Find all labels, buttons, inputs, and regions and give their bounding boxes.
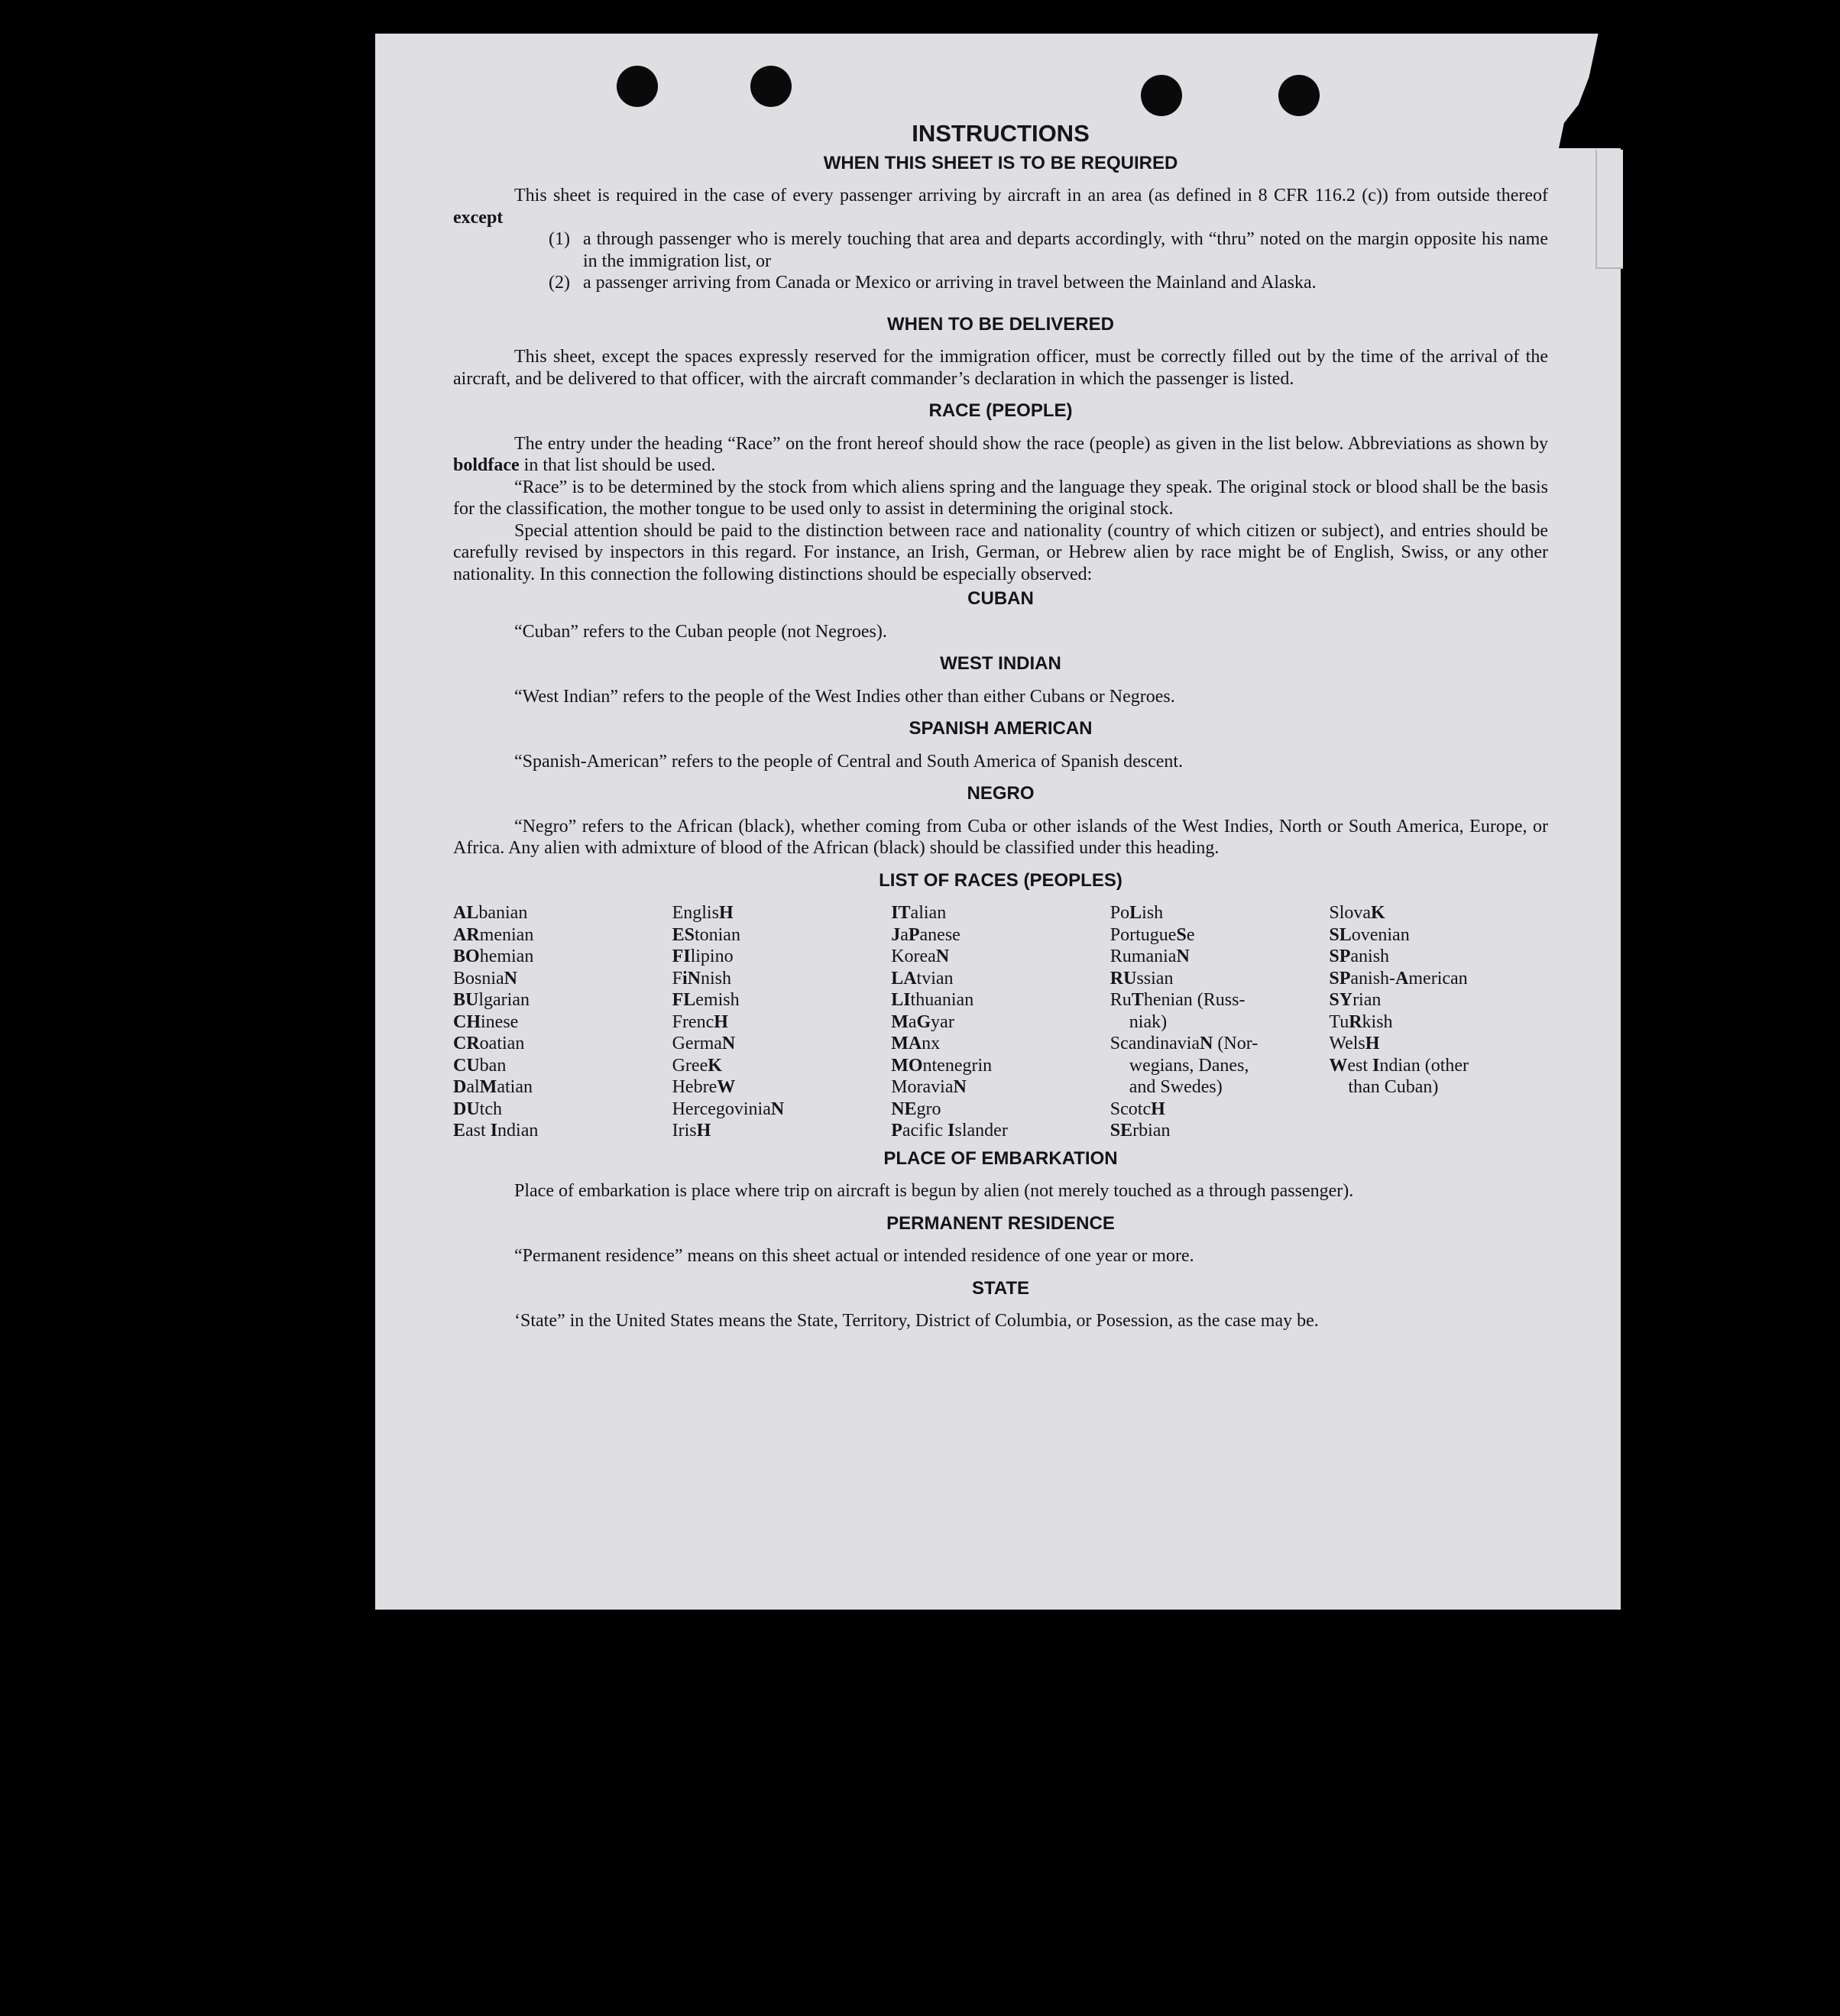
race-abbrev: I <box>1372 1055 1380 1076</box>
punch-hole <box>1278 75 1320 116</box>
race-entry <box>1329 1076 1548 1099</box>
race-abbrev: P <box>891 1121 902 1141</box>
race-text: lgarian <box>478 990 530 1010</box>
race-entry <box>453 1076 672 1099</box>
race-text: niak) <box>1129 1011 1168 1032</box>
race-abbrev: N <box>504 968 518 989</box>
heading-cuban: CUBAN <box>967 588 1034 609</box>
race-entry <box>1110 1033 1330 1055</box>
instructions-text <box>453 118 1548 1332</box>
race-text: anish- <box>1350 968 1396 989</box>
race-abbrev: iN <box>682 968 701 989</box>
paragraph-residence: “Permanent residence” means on this sheet actual or intended residence of one year or more. <box>514 1246 1194 1266</box>
race-text: Germa <box>672 1034 722 1053</box>
race-abbrev: ES <box>672 924 695 945</box>
race-entry <box>1329 989 1548 1011</box>
races-column <box>891 902 1110 1142</box>
race-entry <box>453 1033 672 1055</box>
heading-residence: PERMANENT RESIDENCE <box>886 1212 1115 1234</box>
race-entry <box>672 1099 892 1121</box>
race-abbrev: FI <box>672 947 691 966</box>
page-title: INSTRUCTIONS <box>912 120 1090 147</box>
race-text: alian <box>910 903 947 923</box>
item-number: (2) <box>549 273 570 293</box>
text: The entry under the heading “Race” on the front hereof should show the race (people) as given in the list below. Abbreviations as shown by <box>514 433 1548 454</box>
text: boldface <box>453 455 520 475</box>
race-entry <box>891 1120 1110 1142</box>
race-abbrev: N <box>953 1077 967 1097</box>
race-text: menian <box>479 924 534 945</box>
race-text: kish <box>1362 1011 1393 1032</box>
paragraph-state: ‘State” in the United States means the State, Territory, District of Columbia, or Posession, as the case may be. <box>514 1311 1319 1331</box>
race-text: a <box>908 1011 917 1032</box>
race-entry <box>1329 924 1548 947</box>
race-abbrev: E <box>453 1121 466 1141</box>
punch-hole <box>617 66 658 107</box>
race-text: Hebre <box>672 1077 718 1097</box>
race-abbrev: AL <box>453 903 479 923</box>
race-entry <box>672 989 892 1011</box>
race-abbrev: N <box>770 1099 785 1119</box>
race-text: Slova <box>1329 903 1372 923</box>
text: in that list should be used. <box>523 455 716 475</box>
race-abbrev: CU <box>453 1055 480 1076</box>
race-text: thuanian <box>910 990 974 1010</box>
race-entry <box>672 1033 892 1055</box>
race-abbrev: N <box>721 1034 736 1053</box>
heading-embarkation: PLACE OF EMBARKATION <box>883 1147 1118 1169</box>
race-entry <box>672 902 892 924</box>
race-entry <box>891 902 1110 924</box>
race-text: wegians, Danes, <box>1129 1055 1249 1076</box>
race-entry <box>1110 1099 1330 1121</box>
race-entry <box>891 989 1110 1011</box>
race-text: Po <box>1110 903 1130 923</box>
race-abbrev: P <box>908 924 920 945</box>
race-text: ssian <box>1136 968 1174 989</box>
race-text: ish <box>1142 903 1164 923</box>
race-abbrev: K <box>1371 903 1385 923</box>
race-text: tvian <box>916 968 954 989</box>
race-text: oatian <box>479 1034 525 1053</box>
race-abbrev: BO <box>453 947 480 966</box>
race-entry <box>672 1055 892 1077</box>
race-text: Scandinavia <box>1110 1034 1200 1053</box>
race-text: Iris <box>672 1121 697 1141</box>
race-abbrev: MA <box>891 1034 922 1053</box>
race-abbrev: H <box>1365 1034 1380 1053</box>
races-column <box>672 902 892 1142</box>
race-entry <box>453 968 672 990</box>
race-abbrev: CR <box>453 1034 480 1053</box>
race-entry <box>1329 1055 1548 1077</box>
race-text: Scotc <box>1110 1099 1152 1119</box>
race-abbrev: NE <box>891 1099 917 1119</box>
race-entry <box>1329 902 1548 924</box>
race-abbrev: LI <box>891 990 911 1010</box>
race-abbrev: H <box>714 1011 728 1032</box>
heading-required: WHEN THIS SHEET IS TO BE REQUIRED <box>823 152 1178 173</box>
race-text: rbian <box>1132 1121 1171 1141</box>
race-entry <box>672 924 892 947</box>
race-text: Frenc <box>672 1011 714 1032</box>
paragraph-required <box>453 185 1548 228</box>
race-entry <box>891 946 1110 968</box>
race-text: Moravia <box>891 1077 954 1097</box>
race-entry <box>453 1055 672 1077</box>
race-entry <box>672 1120 892 1142</box>
race-text: al <box>466 1077 480 1097</box>
race-abbrev: H <box>696 1121 711 1141</box>
race-text: nish <box>700 968 731 989</box>
race-text: inese <box>481 1011 519 1032</box>
race-entry <box>453 902 672 924</box>
race-entry <box>891 1076 1110 1099</box>
race-text: slander <box>954 1121 1008 1141</box>
item-text: a through passenger who is merely touching that area and departs accordingly, with “thru” noted on the margin opposite his name in the immigration list, or <box>583 229 1548 271</box>
race-abbrev: W <box>1329 1055 1348 1076</box>
paragraph-negro: “Negro” refers to the African (black), whether coming from Cuba or other islands of the West Indies, North or South America, Europe, or Africa. Any alien with admixture of blood of the African (black) should be classified under this heading. <box>453 816 1548 858</box>
heading-race: RACE (PEOPLE) <box>928 400 1073 421</box>
race-abbrev: D <box>453 1077 467 1097</box>
race-text: Englis <box>672 903 719 923</box>
race-text: Gree <box>672 1055 708 1076</box>
heading-list-of-races: LIST OF RACES (PEOPLES) <box>879 869 1122 891</box>
race-abbrev: M <box>891 1011 909 1032</box>
race-abbrev: SP <box>1329 968 1351 989</box>
race-text: Portugue <box>1110 924 1177 945</box>
race-abbrev: FL <box>672 990 696 1010</box>
race-entry <box>1329 1033 1548 1055</box>
race-abbrev: RU <box>1110 968 1137 989</box>
race-entry <box>891 1033 1110 1055</box>
races-column <box>453 902 672 1142</box>
race-text: ast <box>465 1121 491 1141</box>
race-abbrev: H <box>718 903 734 923</box>
race-abbrev: I <box>948 1121 955 1141</box>
race-entry <box>1110 924 1330 947</box>
race-text: anese <box>919 924 960 945</box>
race-entry <box>891 1055 1110 1077</box>
race-abbrev: S <box>1176 924 1187 945</box>
race-entry <box>453 1099 672 1121</box>
race-entry <box>891 1011 1110 1034</box>
race-abbrev: SP <box>1329 947 1351 966</box>
race-text: tch <box>479 1099 502 1119</box>
race-entry <box>1110 989 1330 1011</box>
race-text: e <box>1186 924 1195 945</box>
punch-hole <box>1141 75 1182 116</box>
heading-west-indian: WEST INDIAN <box>940 653 1061 674</box>
race-entry <box>1110 1076 1330 1099</box>
race-text: gro <box>916 1099 941 1119</box>
paragraph-spanish-american: “Spanish-American” refers to the people of Central and South America of Spanish descent. <box>514 751 1184 772</box>
paragraph-embarkation: Place of embarkation is place where trip on aircraft is begun by alien (not merely touched as a through passenger). <box>514 1181 1354 1201</box>
overlap-tab <box>1595 150 1623 269</box>
race-text: emish <box>695 990 740 1010</box>
list-item <box>549 272 1548 294</box>
race-abbrev: R <box>1349 1011 1362 1032</box>
race-abbrev: AR <box>453 924 480 945</box>
race-abbrev: M <box>479 1077 497 1097</box>
race-text: hemian <box>479 947 534 966</box>
race-text: nx <box>922 1034 941 1053</box>
race-abbrev: IT <box>891 903 911 923</box>
race-text: anish <box>1350 947 1390 966</box>
race-abbrev: T <box>1131 990 1144 1010</box>
races-column <box>1329 902 1548 1142</box>
race-text: a <box>900 924 909 945</box>
race-text: Bosnia <box>453 968 504 989</box>
race-text: acific <box>902 1121 948 1141</box>
race-abbrev: W <box>717 1077 736 1097</box>
heading-delivered: WHEN TO BE DELIVERED <box>887 313 1114 335</box>
race-entry <box>453 946 672 968</box>
race-text: banian <box>478 903 528 923</box>
race-abbrev: CH <box>453 1011 481 1032</box>
race-abbrev: N <box>1200 1034 1213 1053</box>
race-entry <box>1110 1120 1330 1142</box>
race-abbrev: L <box>1129 903 1142 923</box>
race-entry <box>891 924 1110 947</box>
heading-negro: NEGRO <box>967 783 1035 804</box>
race-entry <box>1110 1011 1330 1034</box>
heading-state: STATE <box>971 1277 1030 1299</box>
heading-spanish-american: SPANISH AMERICAN <box>909 718 1093 739</box>
race-entry <box>891 1099 1110 1121</box>
race-entry <box>1110 902 1330 924</box>
paragraph-race-3: Special attention should be paid to the distinction between race and nationality (country of which citizen or subject), and entries should be carefully revised by inspectors in this regard. For instance, an Irish, German, or Hebrew alien by race might be of English, Swiss, or any other nationality. In this connection the following distinctions should be especially observed: <box>453 520 1548 584</box>
race-entry <box>672 968 892 990</box>
race-abbrev: I <box>490 1121 498 1141</box>
race-abbrev: G <box>916 1011 931 1032</box>
race-text: ban <box>479 1055 507 1076</box>
race-text: and Swedes) <box>1129 1077 1223 1097</box>
race-entry <box>1110 968 1330 990</box>
race-abbrev: K <box>708 1055 722 1076</box>
race-text: ntenegrin <box>922 1055 993 1076</box>
race-entry <box>891 968 1110 990</box>
race-text: yar <box>931 1011 954 1032</box>
paragraph-race-1 <box>453 433 1548 477</box>
text: except <box>453 207 504 228</box>
race-entry <box>672 1011 892 1034</box>
race-entry <box>453 1011 672 1034</box>
race-abbrev: DU <box>453 1099 480 1119</box>
race-text: rian <box>1352 990 1382 1010</box>
race-abbrev: N <box>1176 947 1190 966</box>
race-entry <box>672 1076 892 1099</box>
race-text: merican <box>1408 968 1468 989</box>
paragraph-delivered: This sheet, except the spaces expressly reserved for the immigration officer, must be correctly filled out by the time of the arrival of the aircraft, and be delivered to that officer, with the aircraft commander’s declaration in which the passenger is listed. <box>453 347 1548 389</box>
race-abbrev: SY <box>1329 990 1353 1010</box>
race-entry <box>1110 946 1330 968</box>
race-abbrev: LA <box>891 968 917 989</box>
race-text: than Cuban) <box>1348 1077 1439 1097</box>
race-entry <box>1110 1055 1330 1077</box>
race-abbrev: A <box>1395 968 1409 989</box>
race-abbrev: H <box>1151 1099 1165 1119</box>
race-text: ndian <box>497 1121 539 1141</box>
race-text: ndian (other <box>1379 1055 1469 1076</box>
race-abbrev: SE <box>1110 1121 1133 1141</box>
paragraph-cuban: “Cuban” refers to the Cuban people (not Negroes). <box>514 621 887 642</box>
race-abbrev: N <box>935 947 950 966</box>
list-item <box>549 228 1548 272</box>
race-abbrev: MO <box>891 1055 923 1076</box>
race-text: Ru <box>1110 990 1132 1010</box>
race-text: est <box>1347 1055 1373 1076</box>
race-text: Tu <box>1329 1011 1349 1032</box>
race-abbrev: BU <box>453 990 479 1010</box>
race-text: lipino <box>690 947 734 966</box>
race-text: (Nor- <box>1213 1034 1259 1053</box>
race-entry <box>1329 1011 1548 1034</box>
race-entry <box>1329 946 1548 968</box>
race-entry <box>672 946 892 968</box>
text: This sheet is required in the case of every passenger arriving by aircraft in an area (as defined in 8 CFR 116.2 (c)) from outside thereof <box>514 186 1548 205</box>
races-column <box>1110 902 1330 1142</box>
race-text: Hercegovinia <box>672 1099 771 1119</box>
race-text: Korea <box>891 947 936 966</box>
race-entry <box>453 989 672 1011</box>
race-text: Wels <box>1329 1034 1365 1053</box>
race-entry <box>453 1120 672 1142</box>
paragraph-race-2: “Race” is to be determined by the stock from which aliens spring and the language they speak. The original stock or blood shall be the basis for the classification, the mother tongue to be used only to assist in determining the original stock. <box>453 477 1548 519</box>
punch-hole <box>750 66 792 107</box>
races-table <box>453 902 1548 1142</box>
race-text: F <box>672 968 682 989</box>
race-entry <box>453 924 672 947</box>
race-text: atian <box>497 1077 533 1097</box>
race-text: ovenian <box>1351 924 1410 945</box>
item-text: a passenger arriving from Canada or Mexico or arriving in travel between the Mainland and Alaska. <box>583 273 1317 293</box>
race-entry <box>1329 968 1548 990</box>
paragraph-west-indian: “West Indian” refers to the people of the West Indies other than either Cubans or Negroes. <box>514 686 1175 707</box>
race-text: henian (Russ- <box>1143 990 1246 1010</box>
race-text: Rumania <box>1110 947 1177 966</box>
race-text: tonian <box>694 924 740 945</box>
item-number: (1) <box>549 229 570 249</box>
race-abbrev: J <box>891 924 901 945</box>
race-abbrev: SL <box>1329 924 1352 945</box>
